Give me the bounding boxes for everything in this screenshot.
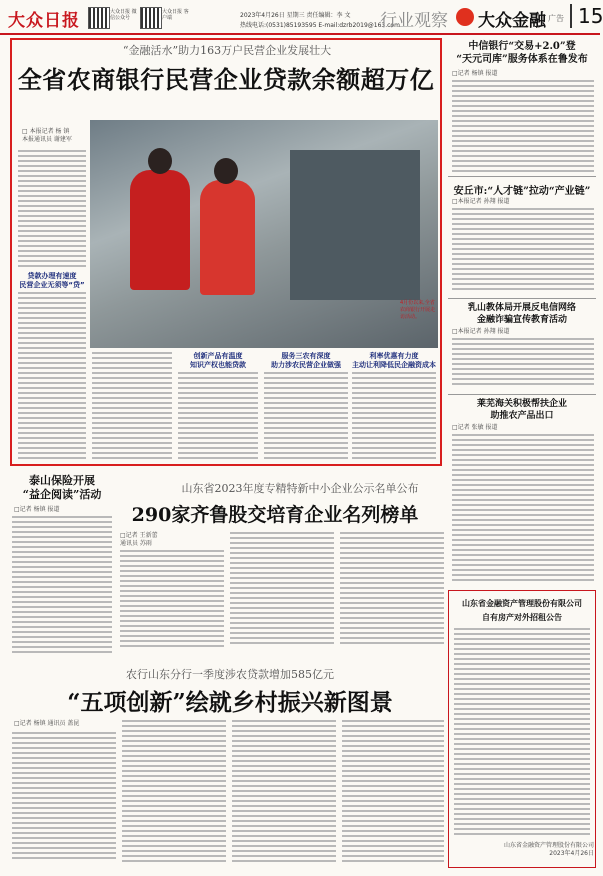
story-byline: □本报记者 孙翔 报道 [452,198,510,205]
body-text-block [452,338,594,390]
lead-byline: □ 本报记者 杨 镇 本报通讯员 谢建军 [22,128,72,143]
bottom-kicker: 农行山东分行一季度涉农贷款增加585亿元 [126,668,334,681]
body-text-block [12,732,116,868]
body-text-block [120,550,224,654]
brand-name: 大众金融 [478,11,546,31]
notice-org: 山东省金融资产管理股份有限公司 [462,598,582,608]
notice-title: 自有房产对外招租公告 [482,612,562,622]
contact-line: 热线电话:(0531)85193595 E-mail:dzrb2019@163.com [240,22,400,29]
bottom-headline: “五项创新”绘就乡村振兴新图景 [67,689,393,716]
qr-code-icon [88,7,110,29]
story-byline: □记者 杨镇 报道 [452,70,498,77]
body-text-block [12,516,112,656]
body-text-block [340,532,444,654]
story-title: 安丘市:“人才链”拉动“产业链” [453,186,591,197]
body-text-block [352,372,436,462]
middle-headline: 290家齐鲁股交培育企业名列榜单 [131,504,419,526]
lead-headline: 全省农商银行民营企业贷款余额超万亿 [17,65,435,94]
photo-caption: 4月份以来,全省农商银行开展走访活动。 [400,300,436,320]
lead-subhead: 贷款办理有速度 民营企业无须等“贷” [19,272,85,289]
middle-kicker: 山东省2023年度专精特新中小企业公示名单公布 [181,482,419,495]
body-text-block [92,352,172,462]
qr-label: 大众日报 微信公众号 [110,9,137,21]
qr-code-icon [140,7,162,29]
body-text-block [232,720,336,868]
body-text-block [452,434,594,584]
body-text-block [454,628,590,838]
story-title: 中信银行“交易+2.0”登 “天元司库”服务体系在鲁发布 [456,41,588,65]
story-byline: □记者 王新蕾 通讯员 苏雨 [120,532,158,547]
page-number: 15 [570,4,603,28]
story-byline: □本报记者 孙翔 报道 [452,328,510,335]
story-byline: □记者 杨镇 通讯员 盖昆 [14,720,80,727]
body-text-block [230,532,334,654]
lead-subhead: 创新产品有温度 知识产权也能贷款 [190,352,246,369]
body-text-block [452,208,594,294]
notice-signature: 山东省金融资产管理股份有限公司 2023年4月26日 [503,842,594,857]
masthead-divider [0,33,600,35]
divider [448,298,596,299]
body-text-block [178,372,258,462]
story-title: 莱芜海关积极帮扶企业 助推农产品出口 [476,399,567,421]
divider [448,394,596,395]
lead-subhead: 服务三农有深度 助力涉农民营企业做强 [271,352,341,369]
body-text-block [264,372,348,462]
ad-label: 广告 [548,14,564,23]
body-text-block [452,80,594,172]
body-text-block [18,150,86,270]
newspaper-logo: 大众日报 [8,11,80,31]
lead-kicker: “金融活水”助力163万户民营企业发展壮大 [122,44,332,57]
body-text-block [18,292,86,462]
brand-logo-icon [456,8,474,26]
divider [448,176,596,177]
date-line: 2023年4月26日 星期三 责任编辑：李 文 [240,12,351,19]
story-title: 乳山教体局开展反电信网络 金融诈骗宣传教育活动 [467,303,576,325]
story-title: 泰山保险开展 “益企阅读”活动 [22,474,102,501]
lead-subhead: 利率优惠有力度 主动让利降低民企融资成本 [352,352,436,369]
section-title: 行业观察 [380,11,448,31]
story-byline: □记者 杨镇 报道 [14,506,60,513]
body-text-block [122,720,226,868]
masthead [0,0,603,34]
qr-label: 大众日报 客户端 [162,9,189,21]
story-byline: □记者 张敏 报道 [452,424,498,431]
body-text-block [342,720,444,868]
lead-photo [90,120,438,348]
